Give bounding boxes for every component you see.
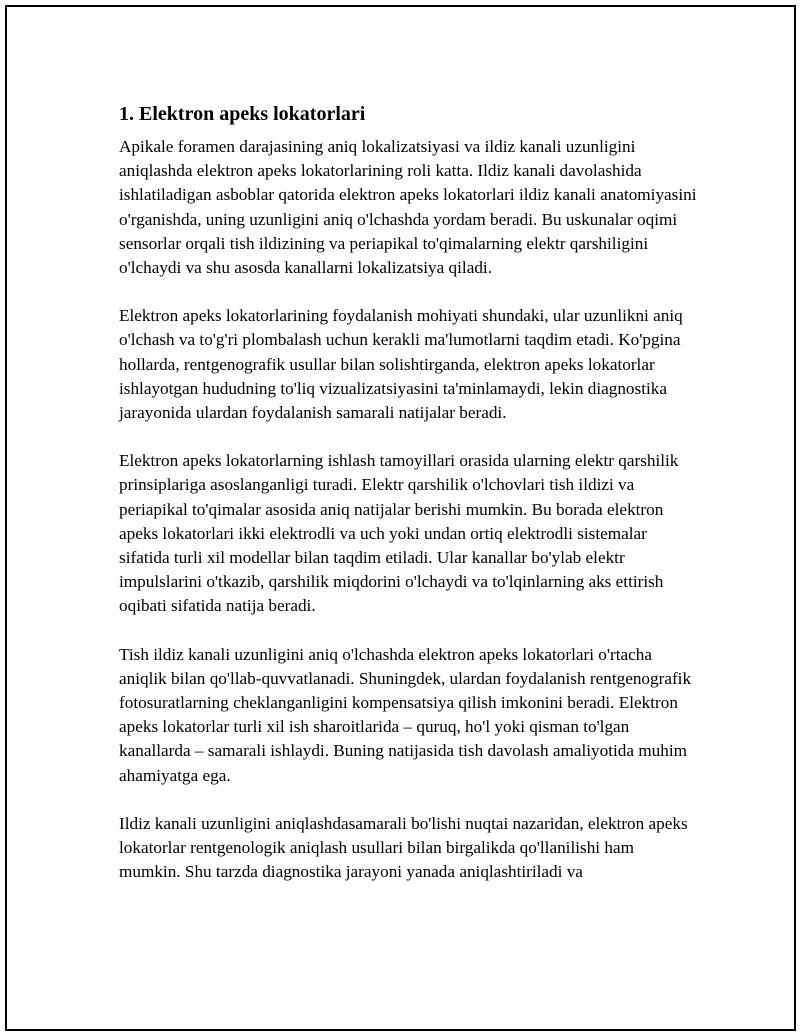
paragraph-2: Elektron apeks lokatorlarining foydalanish mohiyati shundaki, ular uzunlikni aniq o'lchash va to'g'ri plombalash uchun kerakli ma'lumotlarni taqdim etadi. Ko'pgina hollarda, rentgenografik usullar bilan solishtirganda, elektron apeks lokatorlar ishlayotgan hududning to'liq vizualizatsiyasini ta'minlamaydi, lekin diagnostika jarayonida ulardan foydalanish samarali natijalar beradi. (119, 306, 683, 423)
page-frame (5, 5, 796, 1031)
paragraph-1: Apikale foramen darajasining aniq lokalizatsiyasi va ildiz kanali uzunligini aniqlashda elektron apeks lokatorlarining roli katta. Ildiz kanali davolashida ishlatiladigan asboblar qatorida elektron apeks lokatorlari ildiz kanali anatomiyasini o'rganishda, uning uzunligini aniq o'lchashda yordam beradi. Bu uskunalar oqimi sensorlar orqali tish ildizining va periapikal to'qimalarning elektr qarshiligini o'lchaydi va shu asosda kanallarni lokalizatsiya qiladi. (119, 137, 697, 278)
paragraph-4: Tish ildiz kanali uzunligini aniq o'lchashda elektron apeks lokatorlari o'rtacha aniqlik bilan qo'llab-quvvatlanadi. Shuningdek, ulardan foydalanish rentgenografik fotosuratlarning cheklanganligini kompensatsiya qilish imkonini beradi. Elektron apeks lokatorlar turli xil ish sharoitlarida – quruq, ho'l yoki qisman to'lgan kanallarda – samarali ishlaydi. Buning natijasida tish davolash amaliyotida muhim ahamiyatga ega. (119, 644, 692, 785)
section-heading: 1. Elektron apeks lokatorlari (119, 103, 366, 125)
document-body (119, 99, 699, 908)
paragraph-3: Elektron apeks lokatorlarning ishlash tamoyillari orasida ularning elektr qarshilik prinsiplariga asoslanganligi turadi. Elektr qarshilik o'lchovlari tish ildizi va periapikal to'qimalar asosida aniq natijalar berishi mumkin. Bu borada elektron apeks lokatorlari ikki elektrodli va uch yoki undan ortiq elektrodli sistemalar sifatida turli xil modellar bilan taqdim etiladi. Ular kanallar bo'ylab elektr impulslarini o'tkazib, qarshilik miqdorini o'lchaydi va to'lqinlarning aks ettirish oqibati sifatida natija beradi. (119, 451, 679, 616)
paragraph-5: Ildiz kanali uzunligini aniqlashdasamarali bo'lishi nuqtai nazaridan, elektron apeks lokatorlar rentgenologik aniqlash usullari bilan birgalikda qo'llanilishi ham mumkin. Shu tarzda diagnostika jarayoni yanada aniqlashtiriladi va (119, 813, 688, 882)
